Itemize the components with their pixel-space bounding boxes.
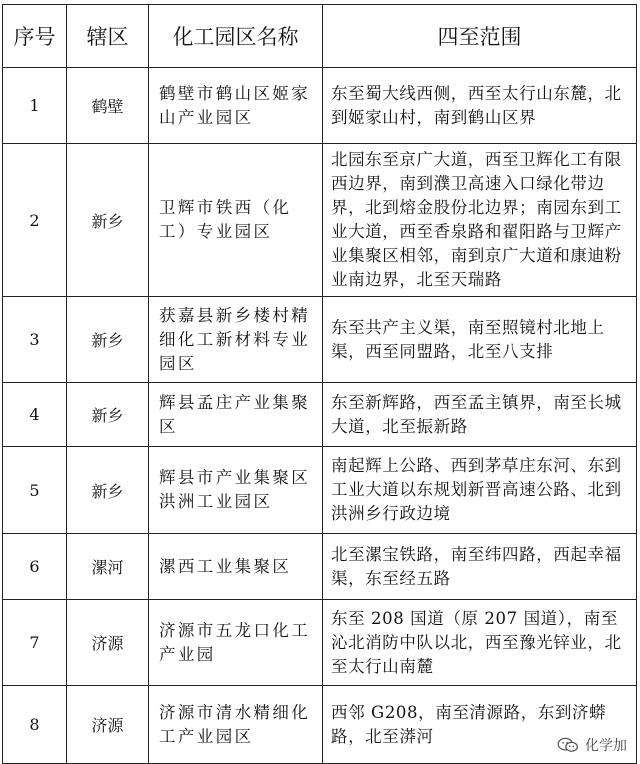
row-range: 北至漯宝铁路，南至纬四路，西起幸福渠，东至经五路 — [323, 534, 637, 600]
chemical-park-table — [2, 4, 637, 764]
row-range: 东至新辉路，西至孟主镇界，南至长城大道，北至振新路 — [323, 383, 637, 447]
row-number: 1 — [3, 68, 67, 144]
row-number: 6 — [3, 534, 67, 600]
row-park-name: 辉县孟庄产业集聚区 — [149, 383, 323, 447]
row-range: 东至蜀大线西侧，西至太行山东麓，北到姬家山村，南到鹤山区界 — [323, 68, 637, 144]
row-range: 北园东至京广大道，西至卫辉化工有限西边界，南到濮卫高速入口绿化带边界，北到熔金股份北边界；南园东到工业大道，西至香泉路和翟阳路与卫辉产业集聚区相邻，南到京广大道和康迪粉业南边界，北至天瑞路 — [323, 144, 637, 297]
row-district: 新乡 — [67, 144, 149, 297]
table-row — [3, 383, 637, 447]
table-row — [3, 686, 637, 764]
row-range: 东至共产主义渠，南至照镜村北地上渠，西至同盟路，北至八支排 — [323, 297, 637, 383]
row-number: 4 — [3, 383, 67, 447]
watermark — [554, 734, 630, 756]
header-range: 四至范围 — [323, 5, 637, 68]
header-row — [3, 5, 637, 68]
row-range: 南起辉上公路、西到茅草庄东河、东到工业大道以东规划新晋高速公路、北到洪洲乡行政边境 — [323, 447, 637, 534]
row-district: 鹤壁 — [67, 68, 149, 144]
row-range: 东至 208 国道（原 207 国道），南至沁北消防中队以北，西至豫光锌业，北至太行山南麓 — [323, 600, 637, 686]
row-number: 8 — [3, 686, 67, 764]
row-number: 7 — [3, 600, 67, 686]
row-district: 新乡 — [67, 447, 149, 534]
row-district: 济源 — [67, 600, 149, 686]
header-district: 辖区 — [67, 5, 149, 68]
table-row — [3, 600, 637, 686]
row-district: 济源 — [67, 686, 149, 764]
watermark-text: 化学加 — [585, 738, 627, 754]
row-park-name: 获嘉县新乡楼村精细化工新材料专业园区 — [149, 297, 323, 383]
header-no: 序号 — [3, 5, 67, 68]
row-number: 5 — [3, 447, 67, 534]
table-row — [3, 447, 637, 534]
table-row — [3, 534, 637, 600]
row-range: 西邻 G208，南至清源路，东到济蟒路，北至漭河 — [323, 686, 637, 764]
wechat-icon — [557, 737, 579, 753]
row-park-name: 济源市五龙口化工产业园 — [149, 600, 323, 686]
header-park-name: 化工园区名称 — [149, 5, 323, 68]
row-district: 新乡 — [67, 383, 149, 447]
table-row — [3, 68, 637, 144]
row-number: 3 — [3, 297, 67, 383]
row-park-name: 鹤壁市鹤山区姬家山产业园区 — [149, 68, 323, 144]
row-district: 新乡 — [67, 297, 149, 383]
table-row — [3, 297, 637, 383]
row-number: 2 — [3, 144, 67, 297]
row-park-name: 辉县市产业集聚区洪洲工业园区 — [149, 447, 323, 534]
row-park-name: 卫辉市铁西（化工）专业园区 — [149, 144, 323, 297]
row-park-name: 漯西工业集聚区 — [149, 534, 323, 600]
table-row — [3, 144, 637, 297]
row-district: 漯河 — [67, 534, 149, 600]
row-park-name: 济源市清水精细化工产业园区 — [149, 686, 323, 764]
